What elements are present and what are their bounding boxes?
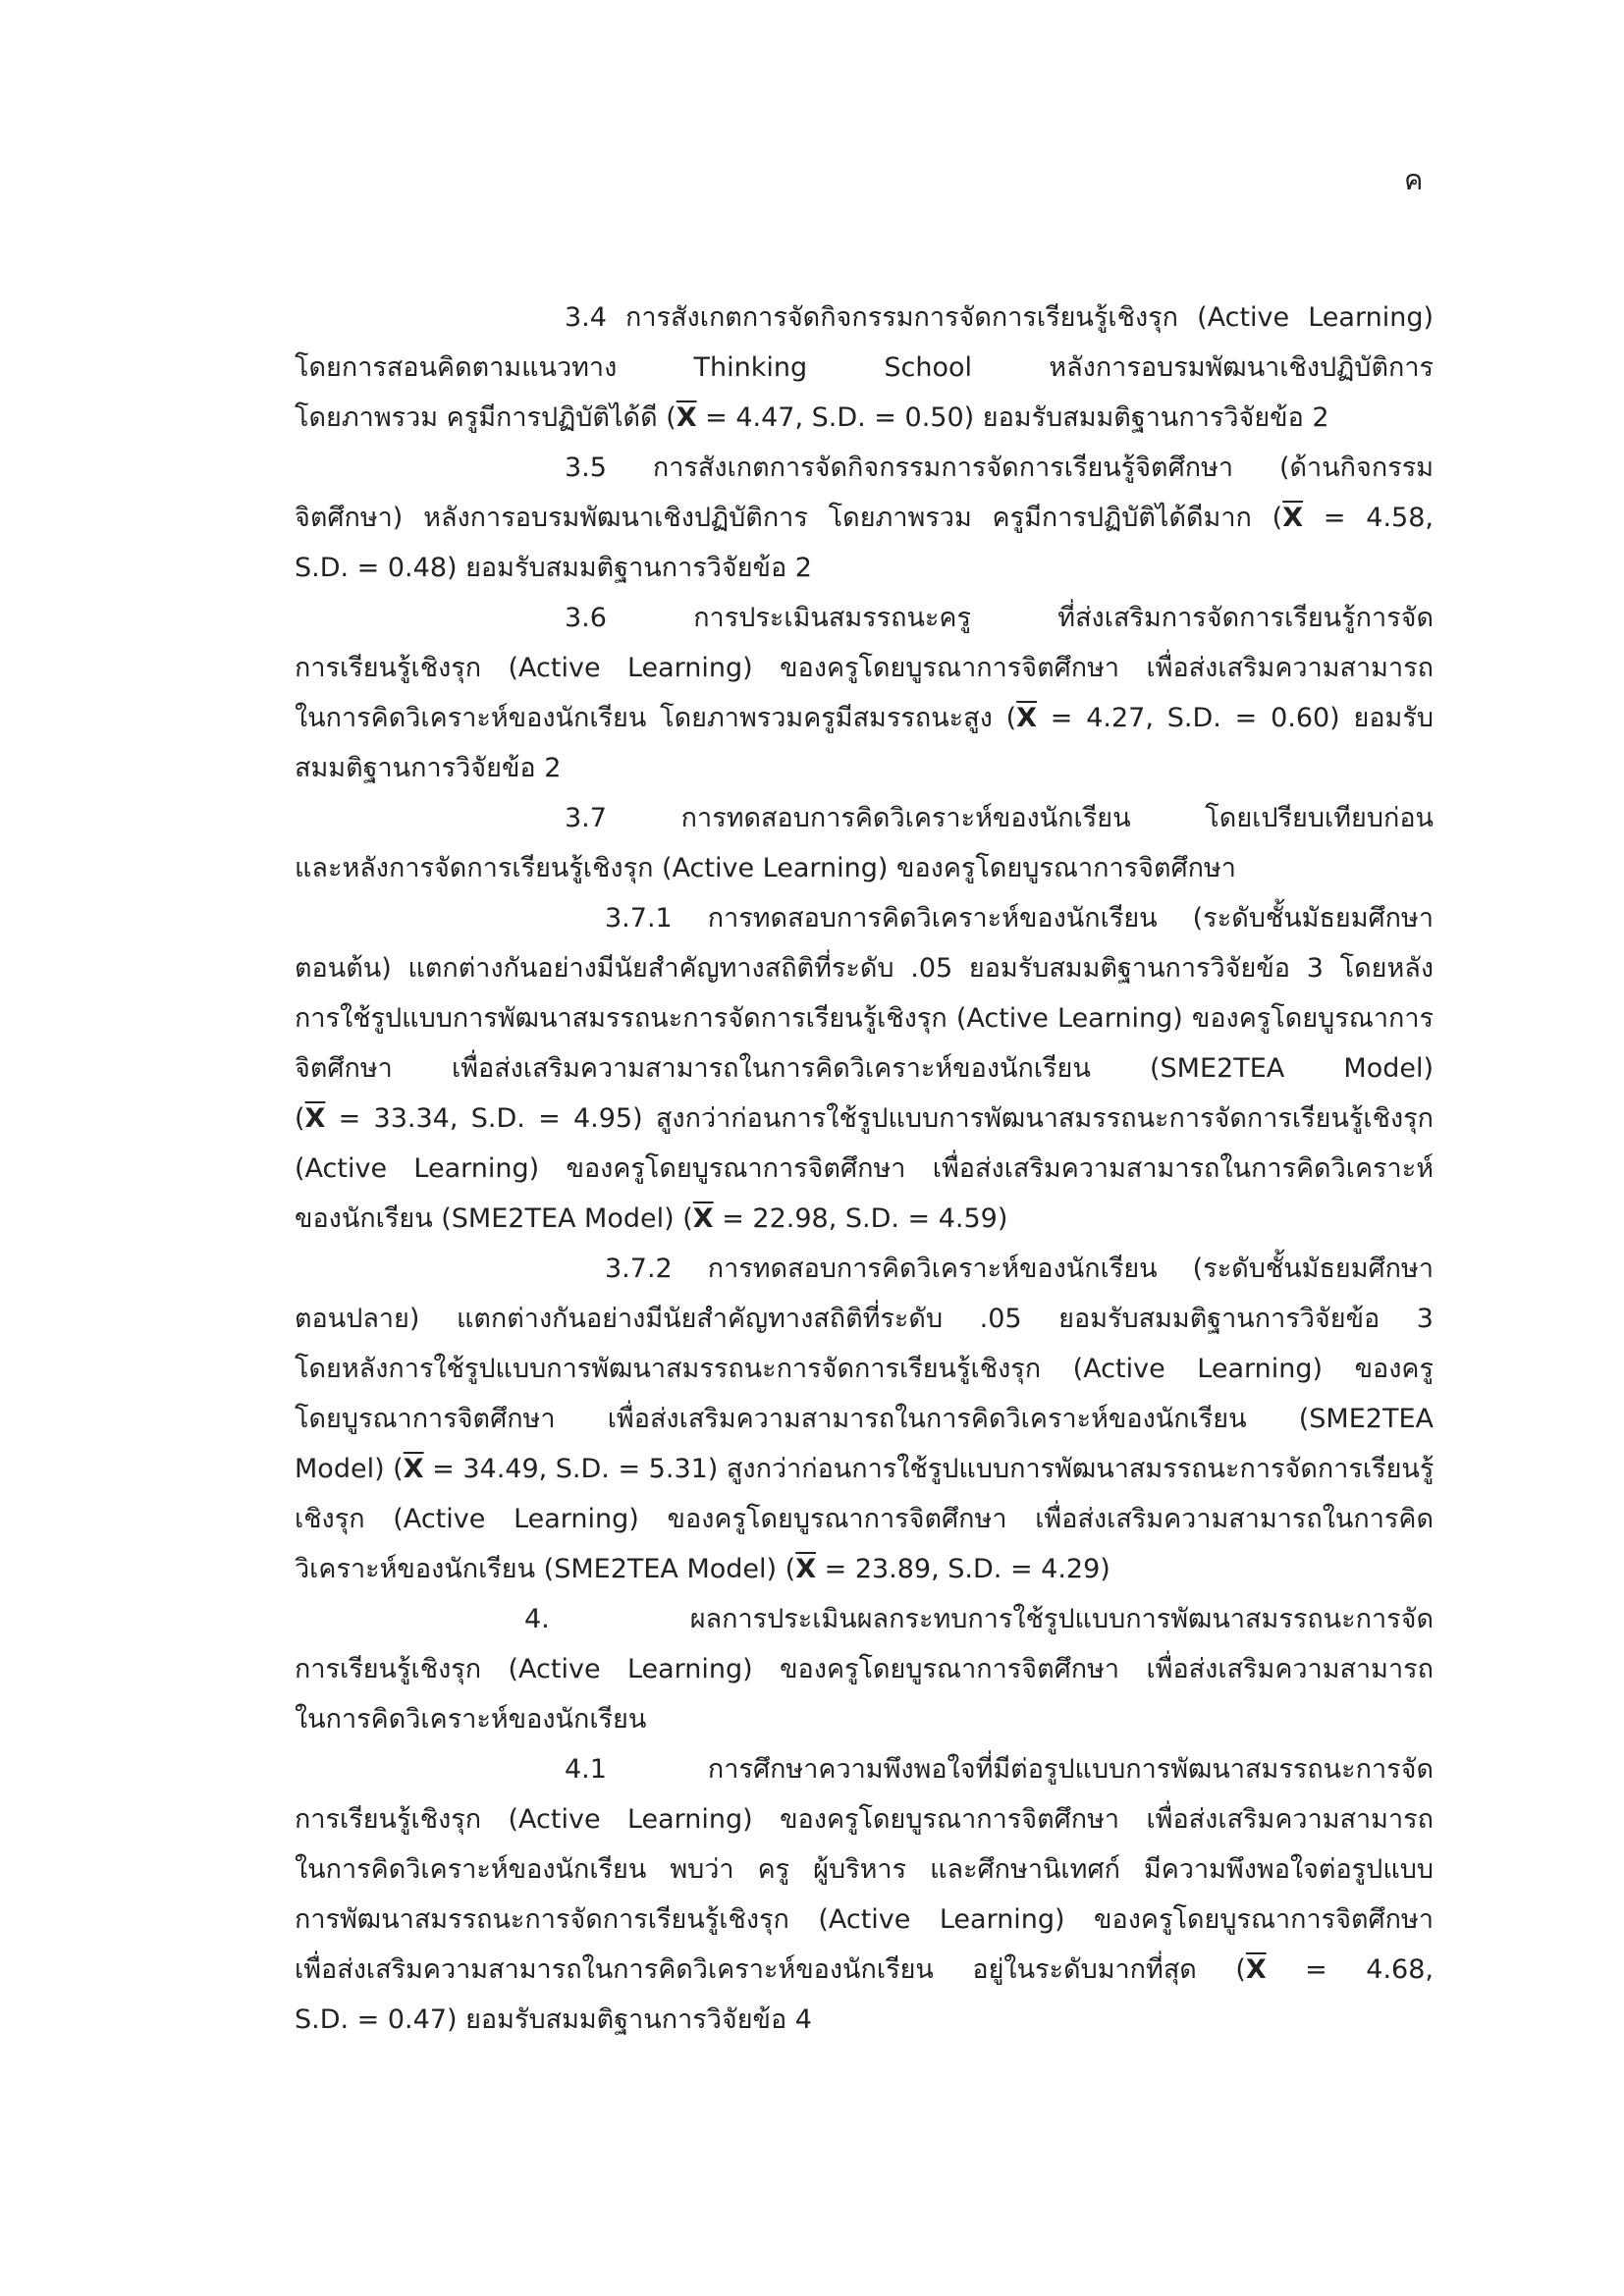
text-segment: = 4.47, S.D. = 0.50) ยอมรับสมมติฐานการวิจัยข้อ 2 bbox=[696, 402, 1329, 433]
text-line: การเรียนรู้เชิงรุก (Active Learning) ของครูโดยบูรณาการจิตศึกษา เพื่อส่งเสริมความสามารถ bbox=[295, 653, 1434, 683]
text-segment: = 4.68, bbox=[1266, 1954, 1434, 1985]
text-line: S.D. = 0.48) ยอมรับสมมติฐานการวิจัยข้อ 2 bbox=[295, 553, 812, 583]
text-line bbox=[295, 493, 1434, 543]
mean-symbol: $\overline{X}$ bbox=[304, 1103, 326, 1134]
text-line: สมมติฐานการวิจัยข้อ 2 bbox=[295, 753, 562, 783]
mean-symbol: $\overline{X}$ bbox=[1016, 703, 1037, 733]
text-line bbox=[295, 693, 1434, 743]
mean-symbol: $\overline{X}$ bbox=[1282, 503, 1304, 533]
text-segment: = 34.49, S.D. = 5.31) สูงกว่าก่อนการใช้รูปแบบการพัฒนาสมรรถนะการจัดการเรียนรู้ bbox=[423, 1454, 1435, 1484]
text-segment: = 22.98, S.D. = 4.59) bbox=[713, 1203, 1008, 1234]
text-segment: ของนักเรียน (SME2TEA Model) ( bbox=[295, 1203, 693, 1234]
text-line bbox=[295, 1544, 1434, 1594]
text-line: 3.4 การสังเกตการจัดกิจกรรมการจัดการเรียนรู้เชิงรุก (Active Learning) bbox=[565, 302, 1434, 333]
text-segment: เพื่อส่งเสริมความสามารถในการคิดวิเคราะห์ของนักเรียน อยู่ในระดับมากที่สุด ( bbox=[295, 1954, 1246, 1985]
text-line: S.D. = 0.47) ยอมรับสมมติฐานการวิจัยข้อ 4 bbox=[295, 2004, 812, 2035]
text-line: 3.7 การทดสอบการคิดวิเคราะห์ของนักเรียน โดยเปรียบเทียบก่อน bbox=[565, 803, 1434, 833]
text-line: ในการคิดวิเคราะห์ของนักเรียน พบว่า ครู ผู้บริหาร และศึกษานิเทศก์ มีความพึงพอใจต่อรูปแบบ bbox=[295, 1854, 1434, 1885]
text-segment: = 23.89, S.D. = 4.29) bbox=[816, 1554, 1110, 1584]
text-line: ตอนปลาย) แตกต่างกันอย่างมีนัยสำคัญทางสถิติที่ระดับ .05 ยอมรับสมมติฐานการวิจัยข้อ 3 bbox=[295, 1304, 1434, 1334]
text-line: ตอนต้น) แตกต่างกันอย่างมีนัยสำคัญทางสถิติที่ระดับ .05 ยอมรับสมมติฐานการวิจัยข้อ 3 โดยหลัง bbox=[295, 953, 1434, 984]
text-segment: ( bbox=[295, 1103, 305, 1134]
text-segment: Model) ( bbox=[295, 1454, 404, 1484]
text-line: โดยหลังการใช้รูปแบบการพัฒนาสมรรถนะการจัดการเรียนรู้เชิงรุก (Active Learning) ของครู bbox=[295, 1354, 1434, 1384]
text-segment: โดยภาพรวม ครูมีการปฏิบัติได้ดี ( bbox=[295, 402, 677, 433]
mean-symbol: $\overline{X}$ bbox=[676, 402, 697, 433]
text-line: 3.7.1 การทดสอบการคิดวิเคราะห์ของนักเรียน (ระดับชั้นมัธยมศึกษา bbox=[605, 903, 1434, 934]
text-line: เชิงรุก (Active Learning) ของครูโดยบูรณาการจิตศึกษา เพื่อส่งเสริมความสามารถในการคิด bbox=[295, 1504, 1434, 1534]
text-line bbox=[295, 1444, 1434, 1494]
mean-symbol: $\overline{X}$ bbox=[403, 1454, 424, 1484]
mean-symbol: $\overline{X}$ bbox=[692, 1203, 714, 1234]
text-line: 3.6 การประเมินสมรรถนะครู ที่ส่งเสริมการจัดการเรียนรู้การจัด bbox=[565, 603, 1434, 633]
text-segment: วิเคราะห์ของนักเรียน (SME2TEA Model) ( bbox=[295, 1554, 796, 1584]
text-line: 4.1 การศึกษาความพึงพอใจที่มีต่อรูปแบบการพัฒนาสมรรถนะการจัด bbox=[565, 1754, 1434, 1785]
text-segment: = 4.27, S.D. = 0.60) ยอมรับ bbox=[1037, 703, 1434, 733]
text-segment: จิตศึกษา) หลังการอบรมพัฒนาเชิงปฏิบัติการ โดยภาพรวม ครูมีการปฏิบัติได้ดีมาก ( bbox=[295, 503, 1283, 533]
mean-symbol: $\overline{X}$ bbox=[1245, 1954, 1267, 1985]
text-segment: ในการคิดวิเคราะห์ของนักเรียน โดยภาพรวมครูมีสมรรถนะสูง ( bbox=[295, 703, 1017, 733]
text-line: และหลังการจัดการเรียนรู้เชิงรุก (Active Learning) ของครูโดยบูรณาการจิตศึกษา bbox=[295, 853, 1236, 883]
text-segment: = 4.58, bbox=[1303, 503, 1434, 533]
text-line: ในการคิดวิเคราะห์ของนักเรียน bbox=[295, 1704, 647, 1735]
text-segment: = 33.34, S.D. = 4.95) สูงกว่าก่อนการใช้รูปแบบการพัฒนาสมรรถนะการจัดการเรียนรู้เชิงรุก bbox=[325, 1103, 1434, 1134]
text-line: (Active Learning) ของครูโดยบูรณาการจิตศึกษา เพื่อส่งเสริมความสามารถในการคิดวิเคราะห์ bbox=[295, 1153, 1434, 1184]
text-line bbox=[295, 1094, 1434, 1144]
text-line: 3.5 การสังเกตการจัดกิจกรรมการจัดการเรียนรู้จิตศึกษา (ด้านกิจกรรม bbox=[565, 453, 1434, 483]
text-line: โดยบูรณาการจิตศึกษา เพื่อส่งเสริมความสามารถในการคิดวิเคราะห์ของนักเรียน (SME2TEA bbox=[295, 1404, 1434, 1434]
text-line bbox=[295, 1194, 1434, 1244]
text-line: โดยการสอนคิดตามแนวทาง Thinking School หลังการอบรมพัฒนาเชิงปฏิบัติการ bbox=[295, 352, 1434, 383]
text-line: การเรียนรู้เชิงรุก (Active Learning) ของครูโดยบูรณาการจิตศึกษา เพื่อส่งเสริมความสามารถ bbox=[295, 1654, 1434, 1684]
text-line: จิตศึกษา เพื่อส่งเสริมความสามารถในการคิดวิเคราะห์ของนักเรียน (SME2TEA Model) bbox=[295, 1053, 1434, 1084]
body-text bbox=[295, 293, 1434, 2045]
text-line: 4. ผลการประเมินผลกระทบการใช้รูปแบบการพัฒนาสมรรถนะการจัด bbox=[524, 1604, 1434, 1634]
text-line bbox=[295, 393, 1434, 443]
mean-symbol: $\overline{X}$ bbox=[795, 1554, 817, 1584]
text-line: 3.7.2 การทดสอบการคิดวิเคราะห์ของนักเรียน (ระดับชั้นมัธยมศึกษา bbox=[605, 1254, 1434, 1284]
text-line: การใช้รูปแบบการพัฒนาสมรรถนะการจัดการเรียนรู้เชิงรุก (Active Learning) ของครูโดยบูรณาการ bbox=[295, 1003, 1434, 1034]
text-line: การพัฒนาสมรรถนะการจัดการเรียนรู้เชิงรุก (Active Learning) ของครูโดยบูรณาการจิตศึกษา bbox=[295, 1904, 1434, 1935]
text-line: การเรียนรู้เชิงรุก (Active Learning) ของครูโดยบูรณาการจิตศึกษา เพื่อส่งเสริมความสามารถ bbox=[295, 1804, 1434, 1835]
page-number: ค bbox=[1404, 163, 1424, 196]
text-line bbox=[295, 1945, 1434, 1995]
